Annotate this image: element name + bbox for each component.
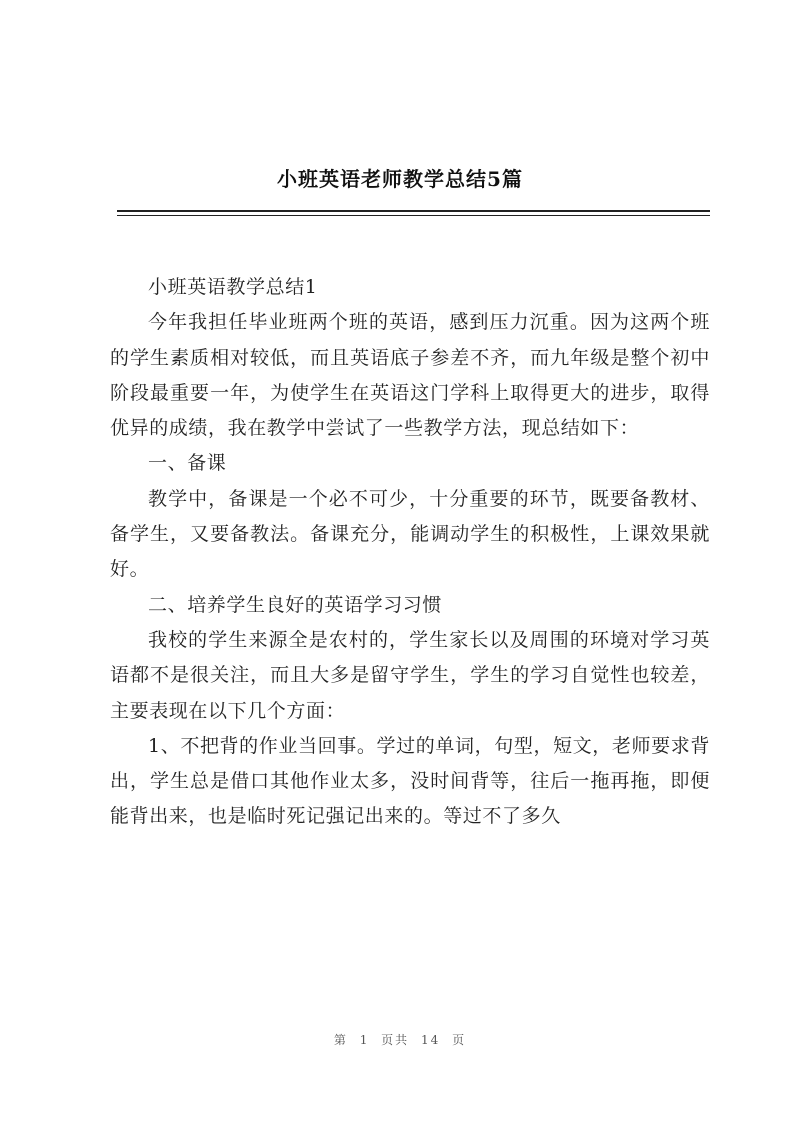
page-number: 第 1 页共 14 页 (333, 1033, 467, 1047)
title-divider-thick (117, 210, 710, 212)
section-heading: 小班英语教学总结1 (148, 276, 318, 298)
title-divider-thin (117, 215, 710, 216)
section-heading: 一、备课 (148, 452, 227, 475)
body-paragraph: 教学中，备课是一个必不可少，十分重要的环节，既要备教材、备学生，又要备教法。备课充分，能调动学生的积极性，上课效果就好。 (110, 487, 710, 581)
section-heading: 二、培养学生良好的英语学习习惯 (148, 593, 443, 616)
body-paragraph: 我校的学生来源全是农村的，学生家长以及周围的环境对学习英语都不是很关注，而且大多是留守学生，学生的学习自觉性也较差，主要表现在以下几个方面： (110, 628, 710, 722)
body-paragraph: 1、不把背的作业当回事。学过的单词，句型，短文，老师要求背出，学生总是借口其他作业太多，没时间背等，往后一拖再拖，即便能背出来，也是临时死记强记出来的。等过不了多久 (110, 734, 710, 828)
document-title: 小班英语老师教学总结5篇 (277, 167, 523, 191)
body-paragraph: 今年我担任毕业班两个班的英语，感到压力沉重。因为这两个班的学生素质相对较低，而且英语底子参差不齐，而九年级是整个初中阶段最重要一年，为使学生在英语这门学科上取得更大的进步，取得优异的成绩，我在教学中尝试了一些教学方法，现总结如下： (110, 311, 710, 440)
document-body (110, 270, 710, 835)
